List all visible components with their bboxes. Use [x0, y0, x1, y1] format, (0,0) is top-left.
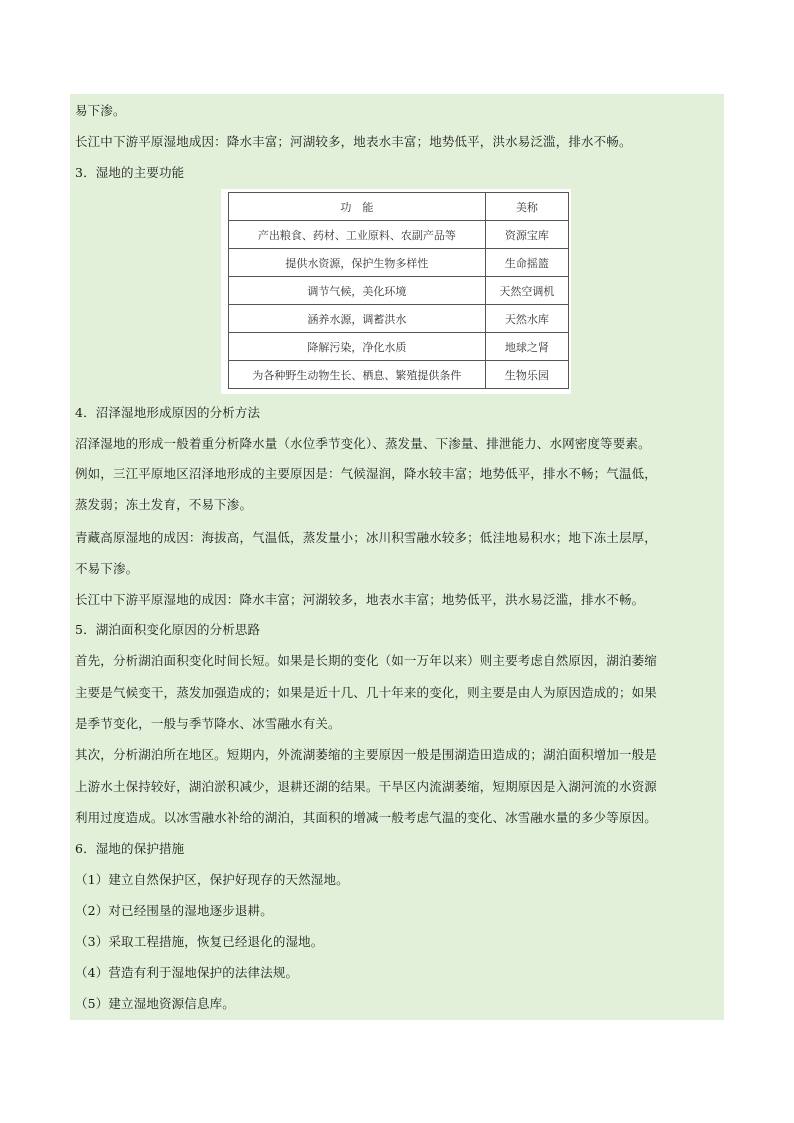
text-line: 沼泽湿地的形成一般着重分析降水量（水位季节变化）、蒸发量、下渗量、排泄能力、水网密度等要素。: [75, 436, 651, 451]
text-line: 利用过度造成。以冰雪融水补给的湖泊，其面积的增减一般考虑气温的变化、冰雪融水量的多少等原因。: [75, 810, 657, 825]
text-line: 长江中下游平原湿地的成因：降水丰富；河湖较多，地表水丰富；地势低平，洪水易泛滥，排水不畅。: [75, 592, 645, 607]
text-line: 上游水土保持较好，湖泊淤积减少，退耕还湖的结果。干旱区内流湖萎缩，短期原因是入湖河流的水资源: [75, 779, 657, 794]
text-line: 蒸发弱；冻土发育，不易下渗。: [75, 497, 253, 512]
cell-name: 生命摇篮: [485, 249, 568, 277]
cell-name: 天然空调机: [485, 277, 568, 305]
cell-function: 提供水资源，保护生物多样性: [229, 249, 486, 277]
table-header-row: [229, 193, 569, 221]
section-heading: 5．湖泊面积变化原因的分析思路: [75, 622, 261, 637]
list-item: （3）采取工程措施，恢复已经退化的湿地。: [75, 934, 324, 949]
text-line: 不易下渗。: [75, 561, 139, 576]
header-function: 功 能: [229, 193, 486, 221]
list-item: （2）对已经围垦的湿地逐步退耕。: [75, 903, 273, 918]
cell-name: 天然水库: [485, 305, 568, 333]
cell-function: 为各种野生动物生长、栖息、繁殖提供条件: [229, 361, 486, 389]
text-line: 主要是气候变干，蒸发加强造成的；如果是近十几、几十年来的变化，则主要是由人为原因造成的；如果: [75, 685, 657, 700]
list-item: （1）建立自然保护区，保护好现存的天然湿地。: [75, 872, 349, 887]
text-line: 首先，分析湖泊面积变化时间长短。如果是长期的变化（如一万年以来）则主要考虑自然原因，湖泊萎缩: [75, 653, 657, 668]
table-row: [229, 361, 569, 389]
cell-function: 调节气候，美化环境: [229, 277, 486, 305]
section-heading: 6．湿地的保护措施: [75, 841, 185, 856]
cell-name: 资源宝库: [485, 221, 568, 249]
table-row: [229, 305, 569, 333]
wetland-functions-table: [228, 192, 569, 389]
list-item: （4）营造有利于湿地保护的法律法规。: [75, 965, 299, 980]
text-line: 青藏高原湿地的成因：海拔高，气温低，蒸发量小；冰川积雪融水较多；低洼地易积水；地下冻土层厚，: [75, 530, 657, 545]
cell-name: 生物乐园: [485, 361, 568, 389]
list-item: （5）建立湿地资源信息库。: [75, 996, 235, 1011]
text-line: 是季节变化，一般与季节降水、冰雪融水有关。: [75, 716, 341, 731]
table-row: [229, 249, 569, 277]
cell-function: 产出粮食、药材、工业原料、农副产品等: [229, 221, 486, 249]
text-line: 易下渗。: [75, 103, 126, 118]
section-heading: 4．沼泽湿地形成原因的分析方法: [75, 405, 261, 420]
text-line: 例如，三江平原地区沼泽地形成的主要原因是：气候湿润，降水较丰富；地势低平，排水不畅；气温低，: [75, 466, 657, 481]
text-line: 其次，分析湖泊所在地区。短期内，外流湖萎缩的主要原因一般是围湖造田造成的；湖泊面积增加一般是: [75, 747, 657, 762]
cell-function: 降解污染，净化水质: [229, 333, 486, 361]
table-row: [229, 333, 569, 361]
section-heading: 3．湿地的主要功能: [75, 165, 185, 180]
table-row: [229, 277, 569, 305]
functions-table-container: [221, 189, 571, 394]
cell-function: 涵养水源，调蓄洪水: [229, 305, 486, 333]
header-name: 美称: [485, 193, 568, 221]
text-line: 长江中下游平原湿地成因：降水丰富；河湖较多，地表水丰富；地势低平，洪水易泛滥，排水不畅。: [75, 134, 632, 149]
table-row: [229, 221, 569, 249]
cell-name: 地球之肾: [485, 333, 568, 361]
